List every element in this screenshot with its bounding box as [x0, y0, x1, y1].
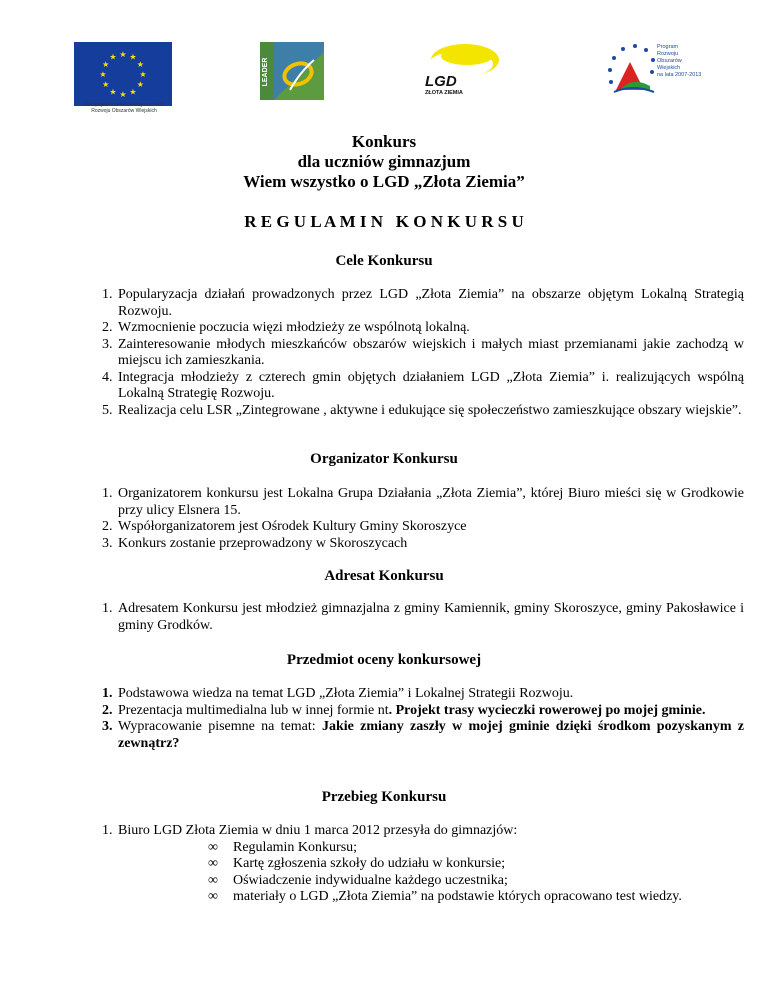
przebieg-list [70, 823, 744, 906]
title-line: Konkurs [351, 132, 417, 151]
list-item: 5. Realizacja celu LSR „Zintegrowane , aktywne i edukujące się społeczeństwo zamieszkujące obszary wiejskie”. [116, 403, 744, 420]
cele-list [70, 287, 744, 419]
regulamin-heading: R E G U L A M I N K O N K U R S U [244, 212, 524, 231]
logo-bar [0, 0, 768, 120]
list-item: 4. Integracja młodzieży z czterech gmin objętych działaniem LGD „Złota Ziemia” i. realizujących wspólną Lokalną Strategię Rozwoju. [116, 370, 744, 403]
title-line: Wiem wszystko o LGD „Złota Ziemia” [243, 172, 525, 191]
list-item: 1. Organizatorem konkursu jest Lokalna Grupa Działania „Złota Ziemia”, której Biuro mieści się w Grodkowie przy ulicy Elsnera 15. [116, 486, 744, 519]
svg-text:LGD: LGD [425, 73, 457, 90]
materials-bullet-list [118, 840, 744, 906]
lgd-zlota-ziemia-logo [415, 38, 507, 96]
prow-caption-line: Rozwoju [657, 51, 679, 57]
eu-star-icon: ★ [109, 87, 117, 97]
prow-caption-line: na lata 2007-2013 [657, 72, 702, 78]
eu-star-icon: ★ [119, 50, 127, 59]
list-item: 2. Wzmocnienie poczucia więzi młodzieży ze wspólnotą lokalną. [116, 320, 744, 337]
list-item-text: Podstawowa wiedza na temat LGD „Złota Ziemia” i Lokalnej Strategii Rozwoju. [118, 686, 574, 701]
list-item [116, 686, 744, 703]
eu-star-icon: ★ [139, 70, 147, 79]
eu-stars-icon [74, 42, 172, 106]
eu-star-icon: ★ [99, 70, 107, 79]
list-item-bold: Jakie zmiany zaszły w mojej gminie dzięki środkom pozyskanym z zewnątrz? [118, 719, 744, 751]
eu-caption [64, 102, 184, 114]
section-heading-przebieg: Przebieg Konkursu [321, 789, 447, 805]
section-heading-organizator: Organizator Konkursu [310, 451, 458, 467]
przedmiot-list [70, 686, 744, 752]
list-item: 2. Współorganizatorem jest Ośrodek Kultury Gminy Skoroszyce [116, 519, 744, 536]
title-line: dla uczniów gimnazjum [297, 152, 471, 171]
list-item: 3. Zainteresowanie młodych mieszkańców obszarów wiejskich i małych miast przemianami jakie zachodzą w miejscu ich zamieszkania. [116, 337, 744, 370]
bullet-item: ∞ Kartę zgłoszenia szkoły do udziału w konkursie; [208, 856, 744, 873]
eu-star-icon: ★ [102, 80, 110, 89]
eu-star-icon: ★ [129, 87, 137, 97]
bullet-item: ∞ materiały o LGD „Złota Ziemia” na podstawie których opracowano test wiedzy. [208, 889, 744, 906]
list-item-bold: . Projekt trasy wycieczki rowerowej po mojej gminie. [388, 702, 706, 718]
leader-logo [260, 42, 324, 100]
section-heading-adresat: Adresat Konkursu [324, 568, 444, 584]
eu-star-icon: ★ [102, 60, 110, 69]
bullet-item: ∞ Oświadczenie indywidualne każdego uczestnika; [208, 873, 744, 890]
organizator-list [70, 486, 744, 552]
list-item [116, 823, 744, 906]
list-item-text: Wypracowanie pisemne na temat: [118, 719, 322, 734]
prow-caption [657, 44, 701, 79]
list-item: 1. Popularyzacja działań prowadzonych przez LGD „Złota Ziemia” na obszarze objętym Lokalną Strategią Rozwoju. [116, 287, 744, 320]
eu-star-icon: ★ [136, 60, 144, 69]
eu-flag-logo [74, 42, 172, 106]
eu-star-icon: ★ [129, 52, 137, 62]
eu-star-icon: ★ [136, 80, 144, 89]
section-heading-przedmiot: Przedmiot oceny konkursowej [286, 652, 482, 668]
list-item-text: Prezentacja multimedialna lub w innej formie nt [118, 702, 389, 718]
list-item [116, 719, 744, 752]
list-item [116, 703, 744, 720]
eu-caption-line: Europejski Fundusz Rolny na rzecz [84, 102, 164, 108]
svg-text:ZŁOTA ZIEMIA: ZŁOTA ZIEMIA [425, 90, 463, 96]
section-heading-cele: Cele Konkursu [335, 253, 433, 269]
list-item: 3. Konkurs zostanie przeprowadzony w Skoroszycach [116, 536, 744, 553]
eu-caption-line: Rozwoju Obszarów Wiejskich [91, 108, 157, 114]
prow-caption-line: Obszarów [657, 58, 682, 64]
list-item-text: Biuro LGD Złota Ziemia w dniu 1 marca 2012 przesyła do gimnazjów: [118, 823, 518, 838]
svg-text:LEADER: LEADER [262, 57, 269, 87]
adresat-list [70, 601, 744, 634]
bullet-item: ∞ Regulamin Konkursu; [208, 840, 744, 857]
eu-star-icon: ★ [119, 90, 127, 99]
list-item: 1. Adresatem Konkursu jest młodzież gimnazjalna z gminy Kamiennik, gminy Skoroszyce, gminy Pakosławice i gminy Grodków. [116, 601, 744, 634]
prow-caption-line: Wiejskich [657, 65, 681, 71]
eu-star-icon: ★ [109, 52, 117, 62]
prow-caption-line: Program [657, 44, 679, 50]
